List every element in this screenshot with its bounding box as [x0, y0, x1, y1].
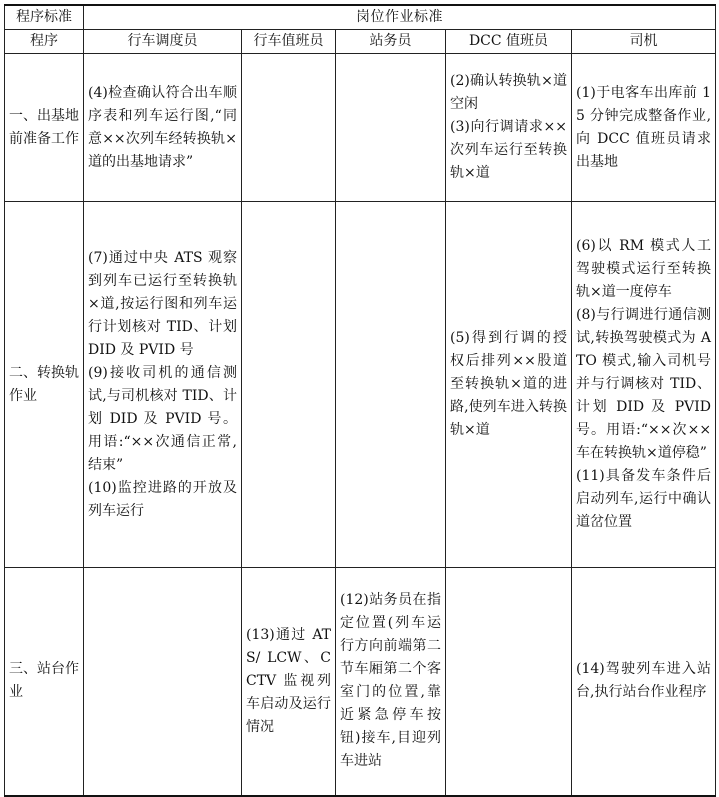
table-row [5, 202, 716, 568]
dcc-officer-cell [446, 54, 572, 202]
step-text: (12)站务员在指定位置(列车运行方向前端第二节车厢第二个客室门的位置,靠近紧急停车按钮)接车,目迎列车进站 [340, 592, 441, 770]
driver-cell [572, 568, 716, 796]
column-header: 行车调度员 [84, 30, 242, 54]
table-row [5, 568, 716, 796]
station-staff-cell [336, 202, 446, 568]
column-header: 行车值班员 [242, 30, 336, 54]
procedure-cell: 三、站台作业 [5, 568, 84, 796]
header-row-2 [5, 30, 716, 54]
step-text: (8)与行调进行通信测试,转换驾驶模式为 ATO 模式,输入司机号并与行调核对 TID、计划 DID 及 PVID 号。用语:“××次××车在转换轨×道停稳” [576, 307, 712, 461]
column-header: 程序 [5, 30, 84, 54]
dcc-officer-cell [446, 568, 572, 796]
step-text: (3)向行调请求××次列车运行至转换轨×道 [450, 119, 567, 181]
dispatcher-cell [84, 54, 242, 202]
column-header: 司机 [572, 30, 716, 54]
station-staff-cell [336, 54, 446, 202]
header-group-title: 岗位作业标准 [84, 5, 716, 30]
table-row [5, 54, 716, 202]
procedure-cell: 一、出基地前准备工作 [5, 54, 84, 202]
step-text: (1)于电客车出库前 15 分钟完成整备作业,向 DCC 值班员请求出基地 [576, 84, 712, 170]
duty-officer-cell [242, 54, 336, 202]
step-text: (9)接收司机的通信测试,与司机核对 TID、计划 DID 及 PVID 号。用语:“××次通信正常,结束” [88, 364, 237, 473]
column-header: 站务员 [336, 30, 446, 54]
header-row-1 [5, 5, 716, 30]
step-text: (14)驾驶列车进入站台,执行站台作业程序 [576, 661, 712, 701]
driver-cell [572, 54, 716, 202]
dispatcher-cell [84, 568, 242, 796]
step-text: (11)具备发车条件后启动列车,运行中确认道岔位置 [576, 468, 712, 530]
step-text: (5)得到行调的授权后排列××股道至转换轨×道的进路,使列车进入转换轨×道 [450, 330, 567, 438]
column-header: DCC 值班员 [446, 30, 572, 54]
duty-officer-cell [242, 202, 336, 568]
station-staff-cell [336, 568, 446, 796]
dispatcher-cell [84, 202, 242, 568]
step-text: (10)监控进路的开放及列车运行 [88, 479, 237, 519]
driver-cell [572, 202, 716, 568]
duty-officer-cell [242, 568, 336, 796]
header-top-left: 程序标准 [5, 5, 84, 30]
dcc-officer-cell [446, 202, 572, 568]
step-text: (6)以 RM 模式人工驾驶模式运行至转换轨×道一度停车 [576, 238, 712, 300]
step-text: (4)检查确认符合出车顺序表和列车运行图,“同意××次列车经转换轨×道的出基地请求” [88, 84, 237, 170]
job-standard-table [4, 4, 716, 797]
procedure-cell: 二、转换轨作业 [5, 202, 84, 568]
step-text: (13)通过 ATS/ LCW、CCTV 监视列车启动及运行情况 [246, 626, 331, 735]
step-text: (7)通过中央 ATS 观察到列车已运行至转换轨×道,按运行图和列车运行计划核对 TID、计划 DID 及 PVID 号 [88, 249, 237, 358]
step-text: (2)确认转换轨×道空闲 [450, 73, 567, 112]
